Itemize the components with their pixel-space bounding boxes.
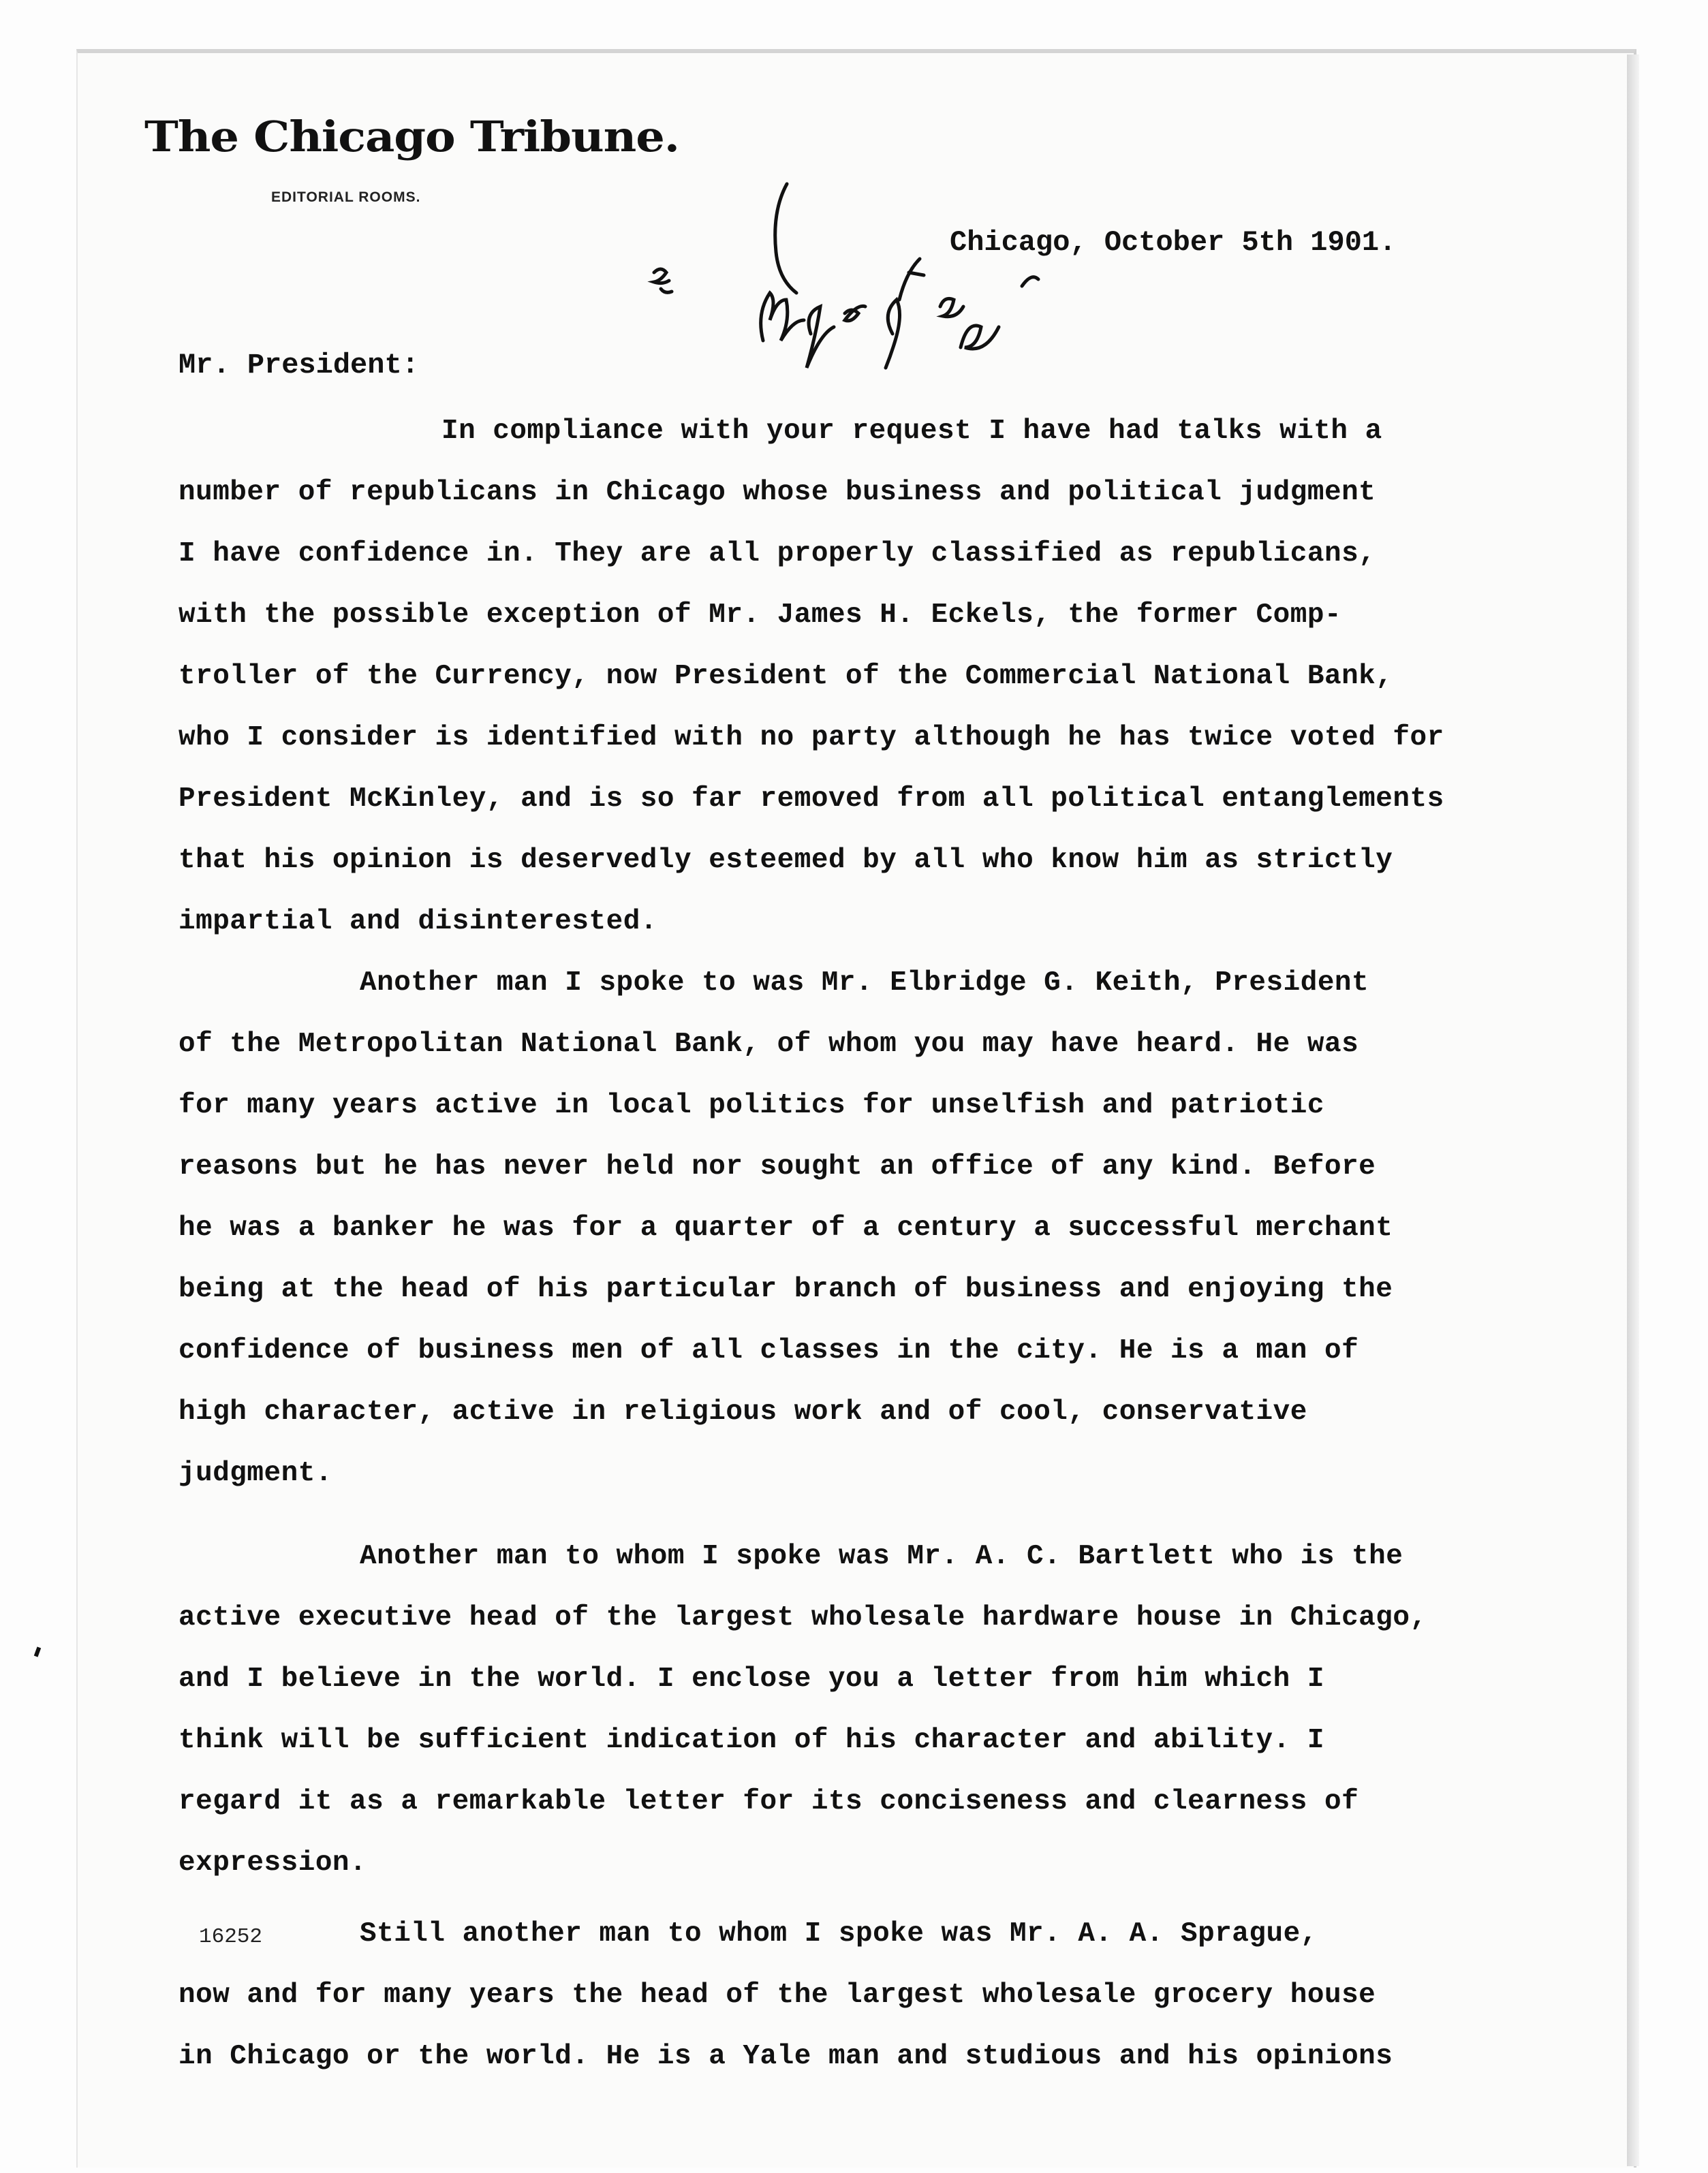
- body-line: Another man I spoke to was Mr. Elbridge G. Keith, President: [360, 967, 1369, 999]
- letter-date: Chicago, October 5th 1901.: [950, 226, 1397, 259]
- body-line: with the possible exception of Mr. James H. Eckels, the former Comp-: [178, 599, 1342, 631]
- body-line: President McKinley, and is so far removed from all political entanglements: [178, 783, 1444, 815]
- body-line: that his opinion is deservedly esteemed by all who know him as strictly: [178, 845, 1393, 876]
- body-line: for many years active in local politics for unselfish and patriotic: [178, 1090, 1324, 1121]
- body-line: confidence of business men of all classes in the city. He is a man of: [178, 1335, 1359, 1366]
- body-line: expression.: [178, 1847, 367, 1879]
- body-line: In compliance with your request I have had talks with a: [441, 416, 1382, 447]
- body-line: being at the head of his particular branch of business and enjoying the: [178, 1274, 1393, 1305]
- body-line: he was a banker he was for a quarter of a century a successful merchant: [178, 1213, 1393, 1244]
- letterhead-masthead: The Chicago Tribune.: [144, 112, 679, 161]
- body-line: Still another man to whom I spoke was Mr. A. A. Sprague,: [360, 1918, 1318, 1950]
- body-line: now and for many years the head of the largest wholesale grocery house: [178, 1980, 1376, 2011]
- body-line: think will be sufficient indication of his character and ability. I: [178, 1725, 1324, 1756]
- body-line: and I believe in the world. I enclose you a letter from him which I: [178, 1663, 1324, 1695]
- body-line: high character, active in religious work and of cool, conservative: [178, 1396, 1307, 1428]
- file-number: 16252: [199, 1925, 263, 1949]
- body-line: Another man to whom I spoke was Mr. A. C. Bartlett who is the: [360, 1541, 1403, 1572]
- body-line: troller of the Currency, now President of the Commercial National Bank,: [178, 661, 1393, 692]
- body-line: number of republicans in Chicago whose business and political judgment: [178, 477, 1376, 508]
- body-line: active executive head of the largest wholesale hardware house in Chicago,: [178, 1602, 1427, 1633]
- body-line: impartial and disinterested.: [178, 906, 657, 937]
- handwritten-annotation: [640, 170, 1063, 429]
- body-line: reasons but he has never held nor sought an office of any kind. Before: [178, 1151, 1376, 1183]
- body-line: who I consider is identified with no party although he has twice voted for: [178, 722, 1444, 753]
- page-edge-shadow: [1627, 54, 1639, 2166]
- body-line: of the Metropolitan National Bank, of whom you may have heard. He was: [178, 1029, 1359, 1060]
- salutation: Mr. President:: [178, 349, 419, 381]
- body-line: in Chicago or the world. He is a Yale man and studious and his opinions: [178, 2041, 1393, 2072]
- body-line: judgment.: [178, 1458, 332, 1489]
- letterhead-subhead: EDITORIAL ROOMS.: [271, 189, 421, 205]
- body-line: I have confidence in. They are all properly classified as republicans,: [178, 538, 1376, 569]
- body-line: regard it as a remarkable letter for its conciseness and clearness of: [178, 1786, 1359, 1817]
